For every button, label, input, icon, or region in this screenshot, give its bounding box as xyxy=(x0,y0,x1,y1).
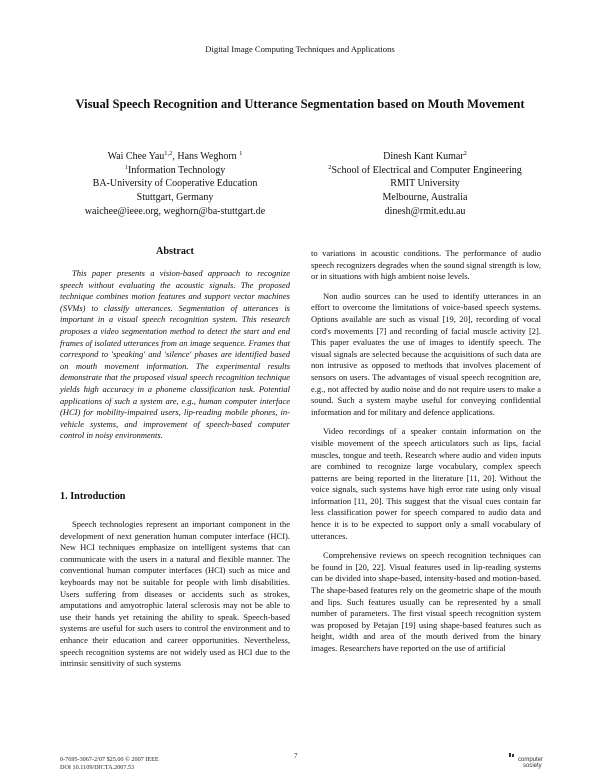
paragraph: Speech technologies represent an important component in the development of next generation human computer interface (HCI). New HCI techniques emphasize on intelligent systems that can communicate with the users in a natural and flexible manner. The conventional human computer interfaces (HCI) such as mice and keyboards may not be suitable for people with limb disabilities. Users suffering from diseases or accidents such as strokes, amputations and amyotrophic lateral sclerosis may not be able to use their hands yet retaining the ability to speak. Speech-based systems are useful for such users to control the environment and to enhance their education and career opportunities. Nevertheless, speech recognition systems are not widely used as HCI due to the intrinsic sensitivity of such systems xyxy=(60,519,290,669)
author-names-left: Wai Chee Yau$^{1,2}$, Hans Weghorn $^1$ xyxy=(107,150,243,162)
introduction-body xyxy=(60,519,290,678)
author-block-left xyxy=(50,150,300,219)
running-header: Digital Image Computing Techniques and Applications xyxy=(205,44,395,54)
copyright-line: 0-7695-3067-2/07 $25.00 © 2007 IEEE xyxy=(60,756,159,763)
page-number: 7 xyxy=(294,752,298,760)
abstract-heading: Abstract xyxy=(156,246,194,257)
paragraph: Non audio sources can be used to identify utterances in an effort to overcome the limitations of voice-based speech systems. Options available are such as visual [19, 20], recording of vocal cord's movements [7] and recording of facial muscle activity [2]. This paper evaluates the use of images to identify speech. The visual signals are selected because the acquisitions of such data are non intrusive as opposed to methods that involves placement of sensors on users. The advantages of visual speech recognition are, e.g., not affected by audio noise and do not require users to make a sound. Such a system maybe useful for conveying confidential information and for military and defence applications. xyxy=(311,290,541,417)
author-email-right: dinesh@rmit.edu.au xyxy=(384,205,466,217)
affiliation-dept-left: $^1$Information Technology xyxy=(124,163,226,176)
paragraph: Comprehensive reviews on speech recognition techniques can be found in [20, 22]. Visual features used in lip-reading systems can be divided into shape-based, intensity-based and motion-based. The shape-based features rely on the geometric shape of the mouth and lips. Such features usually can be represented by a small number of parameters. The first visual speech recognition system was proposed by Petajan [19] using shape-based features such as height, width and area of the mouth derived from the binary images. Researchers have reported on the use of artificial xyxy=(311,550,541,653)
author-email-left: waichee@ieee.org, weghorn@ba-stuttgart.de xyxy=(84,205,266,217)
author-block-right xyxy=(300,150,550,219)
doi-line: DOI 10.1109/DICTA.2007.53 xyxy=(60,764,135,771)
ieee-logo-icon xyxy=(505,753,555,769)
right-column-body xyxy=(311,248,541,663)
logo-text-line2: society xyxy=(523,763,542,769)
affiliation-inst-right: RMIT University xyxy=(390,178,460,190)
abstract-body xyxy=(60,268,290,450)
affiliation-location-left: Stuttgart, Germany xyxy=(136,192,214,204)
section-heading-introduction: 1. Introduction xyxy=(60,491,126,502)
paragraph: to variations in acoustic conditions. The performance of audio speech recognizers degrades when the sound signal strength is low, or in situations with high ambient noise levels. xyxy=(311,248,541,282)
paragraph: Video recordings of a speaker contain information on the visible movement of the speech articulators such as lips, facial muscles, tongue and teeth. Research where audio and video inputs are combined to recognize large vocabulary, complex speech patterns are being reported in the literature [11, 20]. Without the voice signals, such systems have high error rate using only visual information [11, 20]. This suggest that the visual cues contain far less classification power for speech compared to audio data and hence it is to be expected to support only a small vocabulary of utterances. xyxy=(311,426,541,541)
affiliation-inst-left: BA-University of Cooperative Education xyxy=(92,178,258,190)
copyright-footer xyxy=(60,756,159,772)
abstract-text: This paper presents a vision-based approach to recognize speech without evaluating the acoustic signals. The proposed technique combines motion features and support vector machines (SVMs) to classify utterances. Segmentation of utterances is important in a visual speech recognition system. This research proposes a video segmentation method to detect the start and end frames of isolated utterances from an image sequence. Frames that correspond to 'speaking' and 'silence' phases are identified based on mouth movement information. The experimental results demonstrate that the proposed visual speech recognition technique yields high accuracy in a phoneme classification task. Potential applications of such a system are, e.g., human computer interface (HCI) for mobility-impaired users, lip-reading mobile phones, in-vehicle systems, and improvement of speech-based computer control in noisy environments. xyxy=(60,268,290,441)
logo-text-line1: computer xyxy=(518,757,544,763)
author-names-right: Dinesh Kant Kumar$^2$ xyxy=(383,150,467,162)
affiliation-location-right: Melbourne, Australia xyxy=(382,192,468,204)
computer-society-logo xyxy=(505,753,555,769)
paper-title: Visual Speech Recognition and Utterance Segmentation based on Mouth Movement xyxy=(75,97,525,111)
affiliation-dept-right: $^2$School of Electrical and Computer Engineering xyxy=(328,163,522,176)
